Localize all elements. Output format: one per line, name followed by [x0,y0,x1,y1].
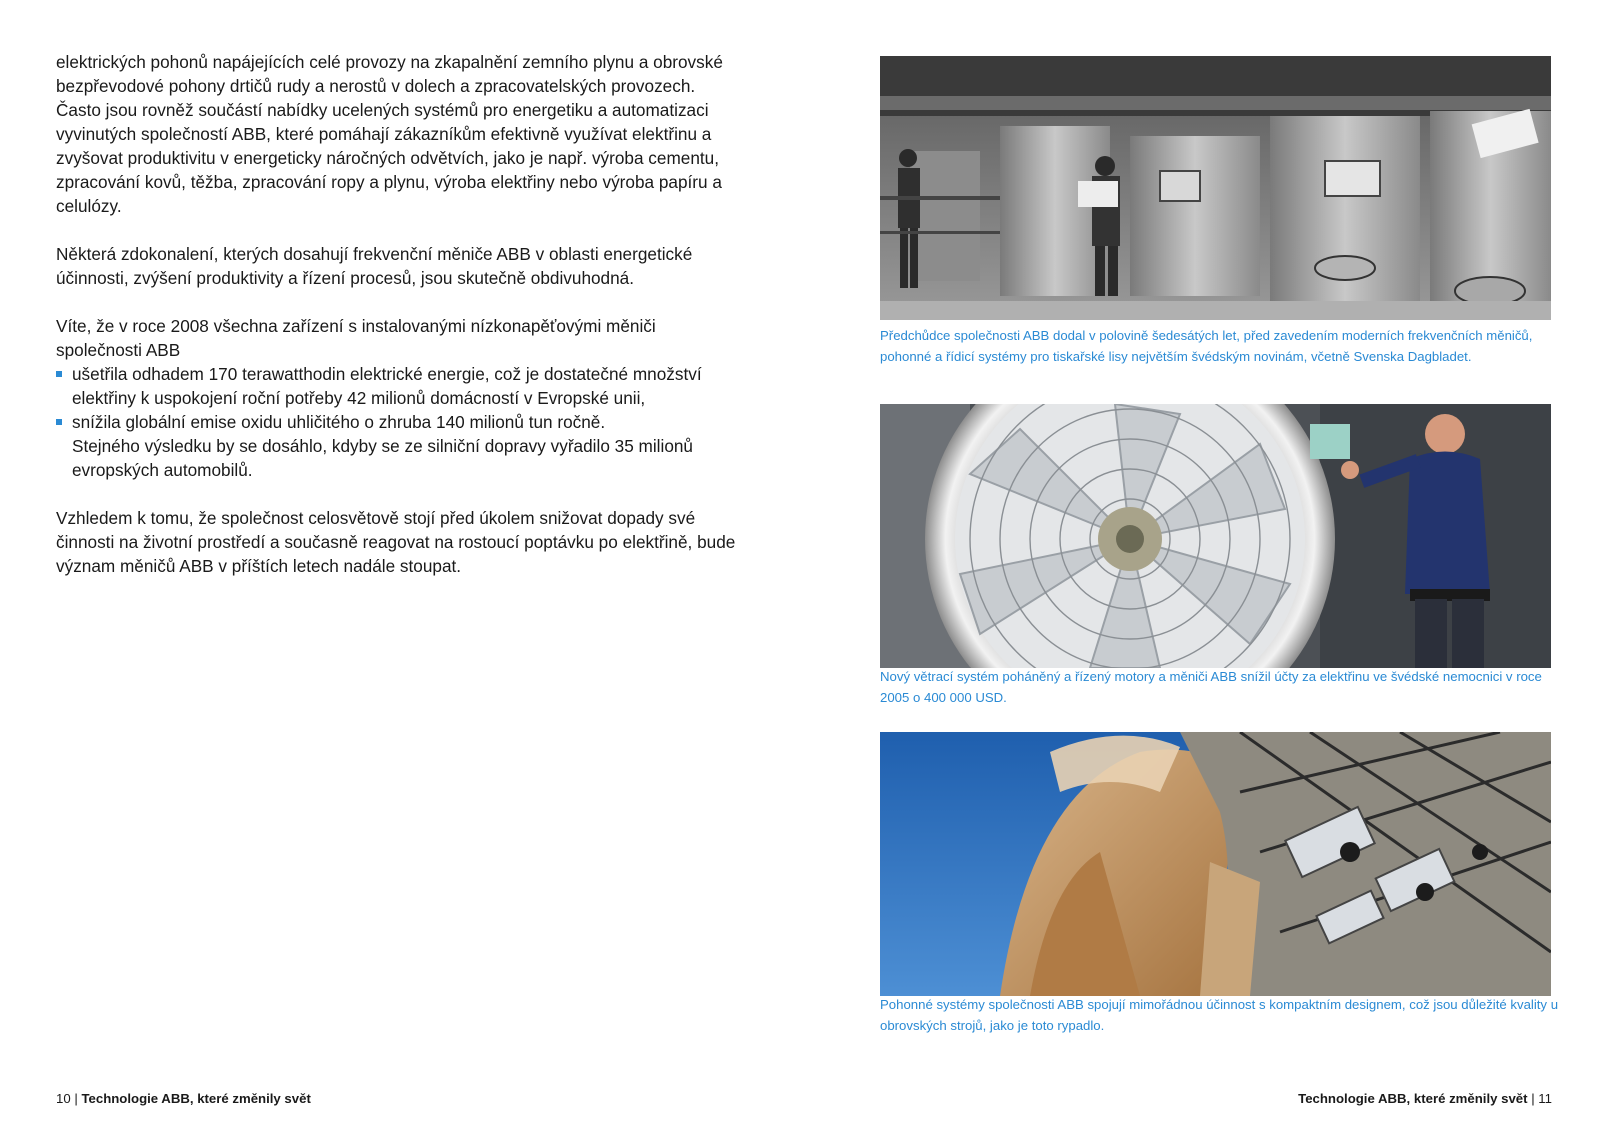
footer-title-left: Technologie ABB, které změnily svět [81,1091,311,1106]
caption-ventilation-fan: Nový větrací systém poháněný a řízený motory a měniči ABB snížil účty za elektřinu ve švédské nemocnici v roce 2005 o 400 000 USD. [880,669,1542,705]
page-number-right: 11 [1538,1091,1552,1106]
photo-ventilation-fan [880,404,1551,668]
paragraph-conclusion: Vzhledem k tomu, že společnost celosvětově stojí před úkolem snižovat dopady své činnosti na životní prostředí a současně reagovat na rostoucí poptávku po elektřině, bude význam měničů ABB v příštích letech nadále stoupat. [56,508,736,576]
footer-separator: | [74,1091,78,1106]
footer-left-page [56,1090,311,1108]
photo-printing-press [880,56,1551,320]
footer-title-right: Technologie ABB, které změnily svět [1298,1091,1528,1106]
page-number-left: 10 [56,1091,71,1106]
paragraph-improvements: Některá zdokonalení, kterých dosahují frekvenční měniče ABB v oblasti energetické účinnosti, zvýšení produktivity a řízení procesů, jsou skutečně obdivuhodná. [56,244,693,288]
bullet-continuation: Stejného výsledku by se dosáhlo, kdyby se ze silniční dopravy vyřadilo 35 milionů evropských automobilů. [72,436,693,480]
paragraph-intro: elektrických pohonů napájejících celé provozy na zkapalnění zemního plynu a obrovské bezpřevodové pohony drtičů rudy a nerostů v dolech a zpracovatelských provozech. Často jsou rovněž součástí nabídky ucelených systémů pro energetiku a automatizaci vyvinutých společností ABB, které pomáhají zákazníkům efektivně využívat elektřinu a zvyšovat produktivitu v energeticky náročných odvětvích, jako je např. výroba cementu, zpracování kovů, těžba, zpracování ropy a plynu, výroba elektřiny nebo výroba papíru a celulózy. [56,52,723,216]
footer-separator: | [1531,1091,1535,1106]
bullet-square-icon [56,419,62,425]
footer-right-page [1298,1090,1552,1108]
photo-bucket-wheel-excavator [880,732,1551,996]
bullet-text: snížila globální emise oxidu uhličitého o zhruba 140 milionů tun ročně. [72,412,606,432]
caption-printing-press: Předchůdce společnosti ABB dodal v polovině šedesátých let, před zavedením moderních frekvenčních měničů, pohonné a řídicí systémy pro tiskařské lisy největším švédským novinám, včetně Svenska Dagbladet. [880,328,1533,364]
ventilation-fan-image [880,404,1551,668]
bullet-item-energy [56,362,736,410]
bullet-list [56,362,736,482]
caption-excavator: Pohonné systémy společnosti ABB spojují mimořádnou účinnost s kompaktním designem, což jsou důležité kvality u obrovských strojů, jako je toto rypadlo. [880,997,1559,1033]
excavator-image [880,732,1551,996]
printing-press-image [880,56,1551,320]
bullet-square-icon [56,371,62,377]
paragraph-did-you-know: Víte, že v roce 2008 všechna zařízení s instalovanými nízkonapěťovými měniči společnosti ABB [56,316,656,360]
bullet-text: ušetřila odhadem 170 terawatthodin elektrické energie, což je dostatečné množství elektřiny k uspokojení roční potřeby 42 milionů domácností v Evropské unii, [72,364,702,408]
body-text-column [56,50,736,602]
bullet-item-emissions [56,410,736,482]
